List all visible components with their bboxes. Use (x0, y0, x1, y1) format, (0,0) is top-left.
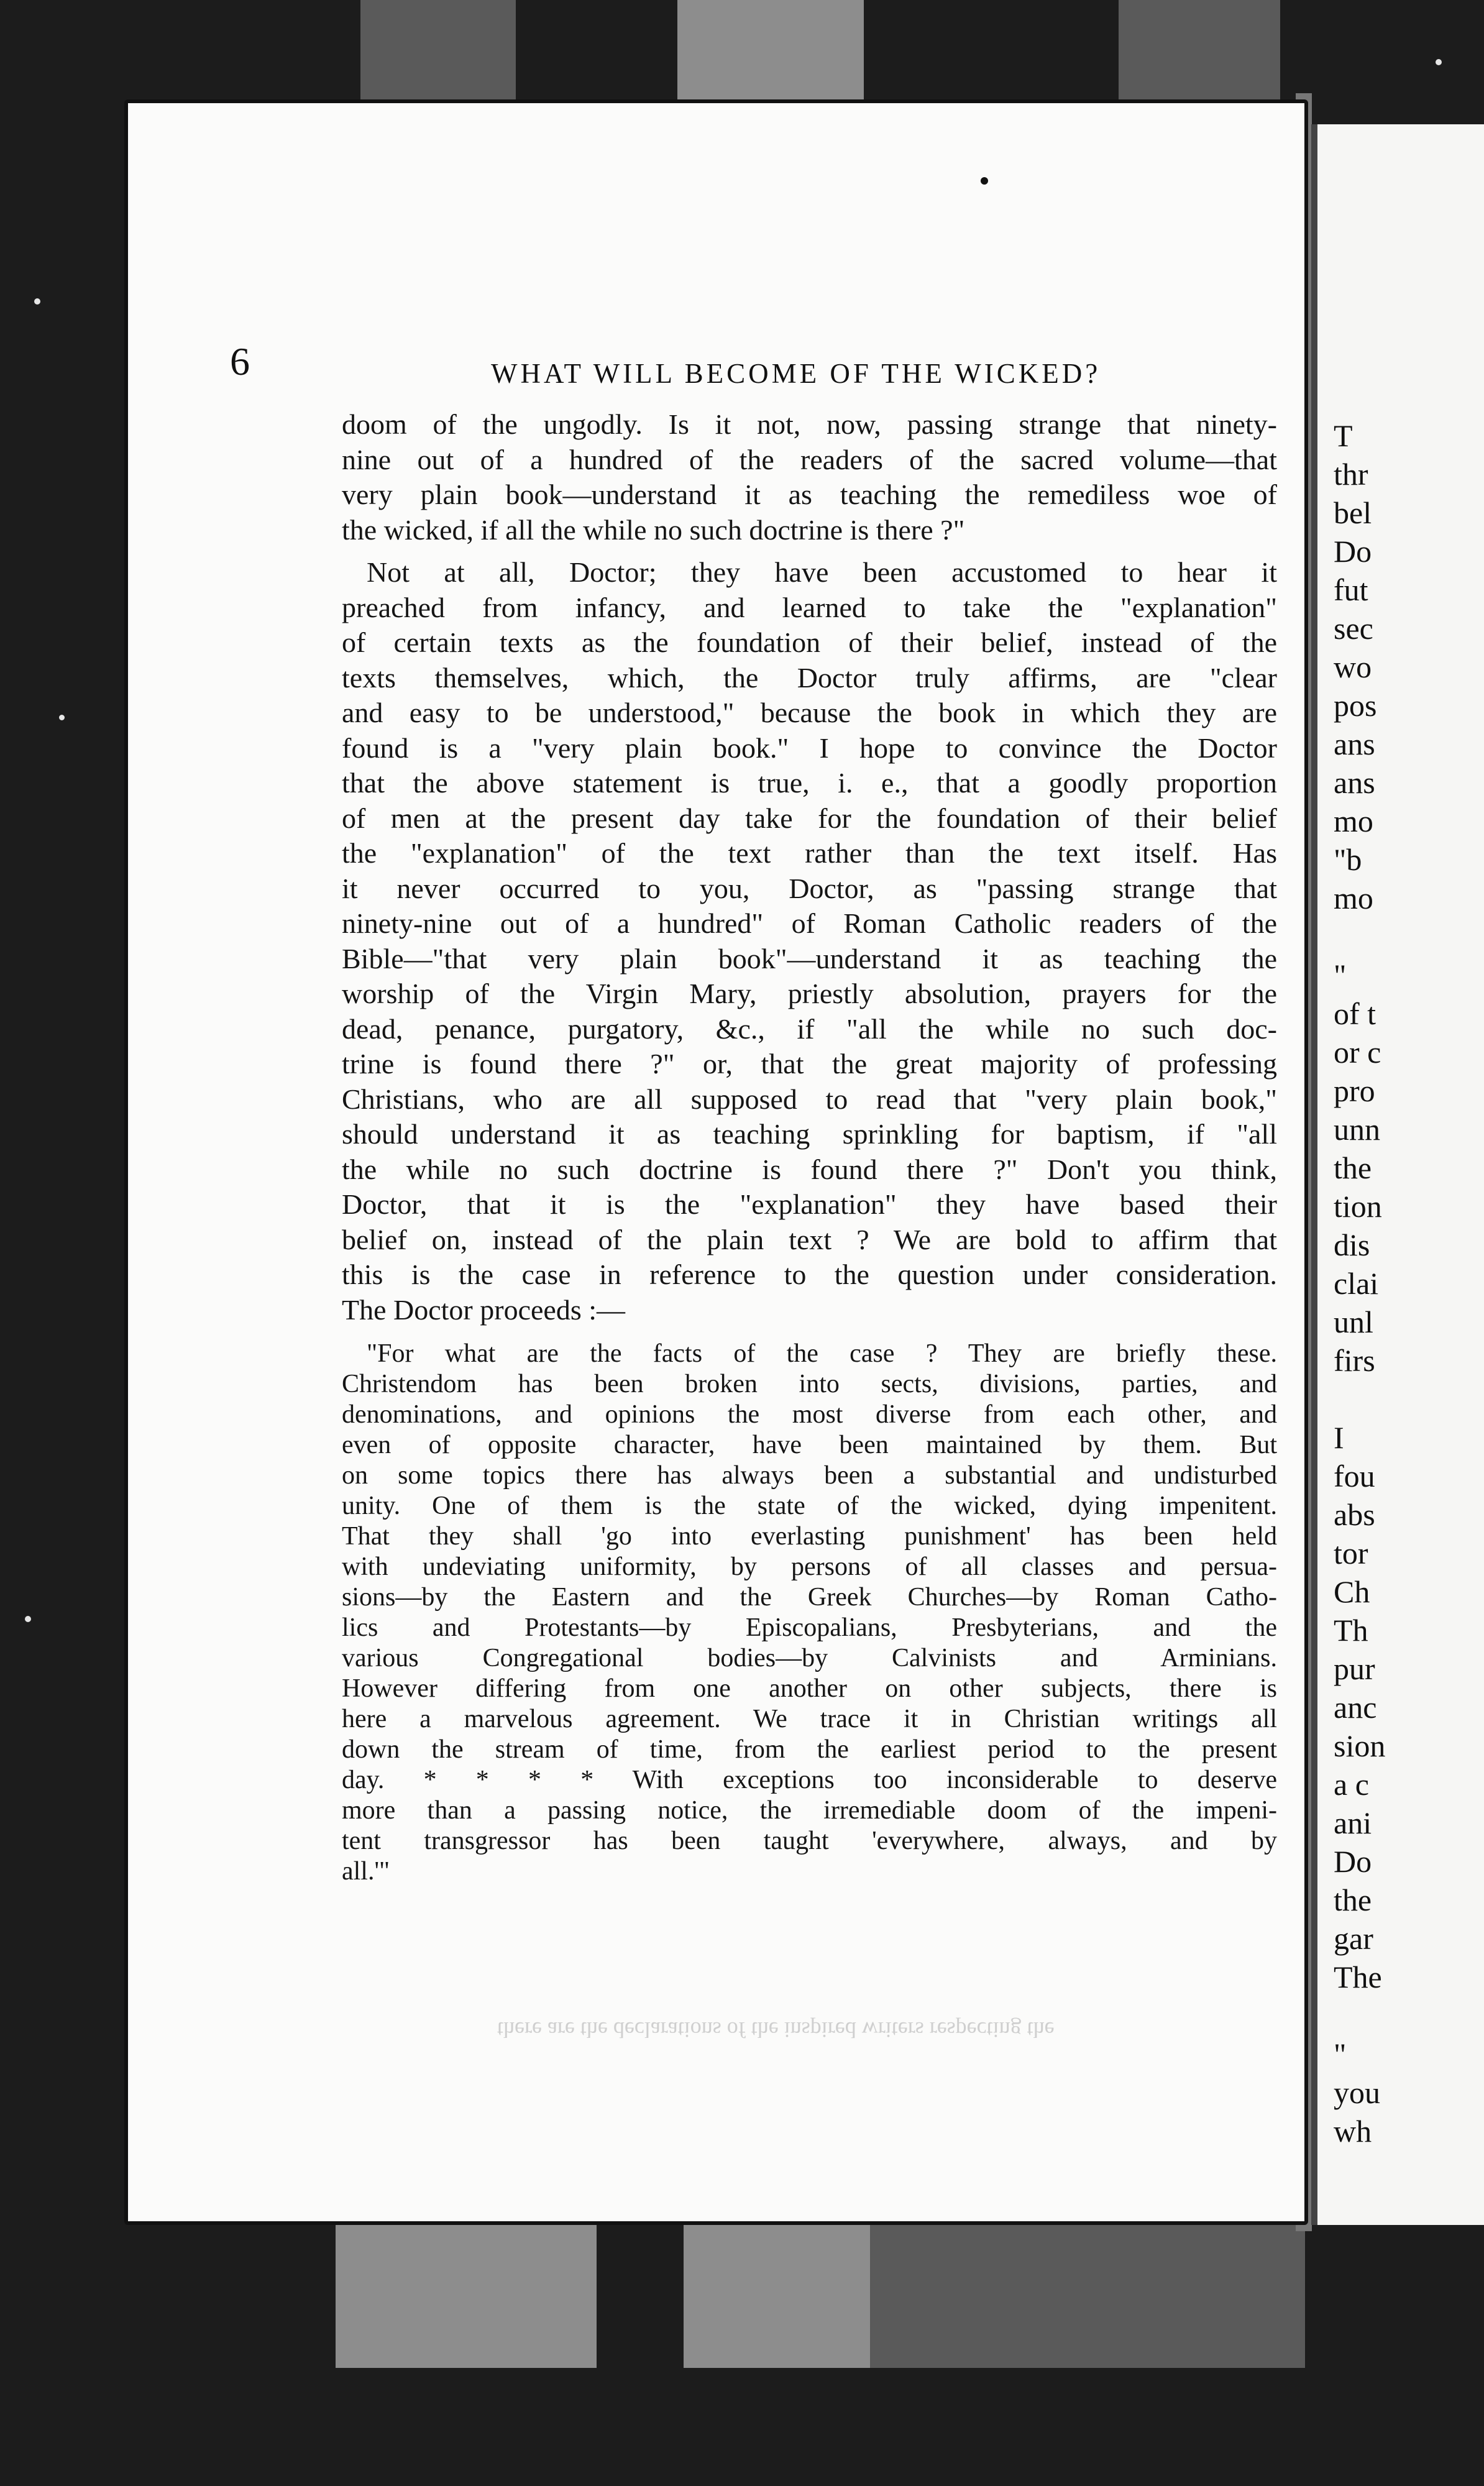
facing-page-fragment: unl (1334, 1305, 1373, 1339)
quote-line: various Congregational bodies—by Calvinists and Arminians. (342, 1644, 1277, 1672)
facing-page-fragment: wh (1334, 2114, 1372, 2149)
text-line: doom of the ungodly. Is it not, now, passing strange that ninety- (342, 408, 1277, 440)
facing-page-fragment: abs (1334, 1497, 1375, 1532)
facing-page-fragment: pos (1334, 688, 1377, 723)
facing-page-fragment: a c (1334, 1767, 1369, 1802)
scan-tape (360, 0, 516, 99)
quote-line: unity. One of them is the state of the wicked, dying impenitent. (342, 1492, 1277, 1520)
facing-page-fragment: dis (1334, 1227, 1370, 1262)
text-line: of certain texts as the foundation of their belief, instead of the (342, 626, 1277, 658)
quote-line: even of opposite character, have been maintained by them. But (342, 1431, 1277, 1459)
facing-page-fragment: wo (1334, 649, 1372, 684)
text-line: that the above statement is true, i. e., that a goodly proportion (342, 767, 1277, 799)
facing-page-fragment: gar (1334, 1921, 1373, 1956)
show-through-text: there are the declarations of the inspired writers respecting the (497, 2017, 1055, 2042)
text-line: nine out of a hundred of the readers of the sacred volume—that (342, 443, 1277, 475)
facing-page-fragment: anc (1334, 1690, 1377, 1725)
facing-page-fragment: tor (1334, 1536, 1368, 1571)
text-line: the while no such doctrine is found there ?" Don't you think, (342, 1153, 1277, 1185)
text-line: the "explanation" of the text rather than the text itself. Has (342, 837, 1277, 869)
text-line: it never occurred to you, Doctor, as "passing strange that (342, 872, 1277, 904)
text-line: The Doctor proceeds :— (342, 1293, 626, 1326)
facing-page-fragment: thr (1334, 457, 1368, 492)
facing-page-fragment (1317, 1996, 1484, 2035)
text-line: and easy to be understood," because the book in which they are (342, 697, 1277, 728)
facing-page-fragment: you (1334, 2075, 1380, 2110)
quote-line: all.'" (342, 1857, 390, 1886)
text-line: Not at all, Doctor; they have been accustomed to hear it (367, 556, 1277, 588)
text-line: worship of the Virgin Mary, priestly absolution, prayers for the (342, 978, 1277, 1009)
facing-page-fragment: pur (1334, 1651, 1375, 1686)
dust-speck (59, 715, 65, 720)
dust-speck (34, 298, 40, 305)
text-line: Christians, who are all supposed to read that "very plain book," (342, 1083, 1277, 1115)
text-line: the wicked, if all the while no such doctrine is there ?" (342, 513, 965, 546)
facing-page-fragment: T (1334, 418, 1353, 453)
scan-tape (677, 0, 864, 99)
facing-page-fragment: " (1334, 958, 1347, 993)
facing-page-fragment: ani (1334, 1805, 1372, 1840)
dust-speck (25, 1616, 31, 1622)
text-line: texts themselves, which, the Doctor truly affirms, are "clear (342, 661, 1277, 694)
facing-page-fragment: unn (1334, 1112, 1380, 1147)
scan-tape (870, 2225, 1305, 2368)
facing-page-fragment: tion (1334, 1189, 1382, 1224)
text-line: belief on, instead of the plain text ? We are bold to affirm that (342, 1223, 1277, 1255)
scan-tape (1119, 0, 1280, 99)
quote-line: on some topics there has always been a substantial and undisturbed (342, 1461, 1277, 1490)
text-line: this is the case in reference to the question under consideration. (342, 1259, 1277, 1290)
facing-page-fragment (1317, 1380, 1484, 1418)
facing-page-fragment: ans (1334, 765, 1375, 800)
facing-page-fragment: firs (1334, 1343, 1375, 1378)
quote-line: However differing from one another on other subjects, there is (342, 1674, 1277, 1703)
facing-page-fragment: the (1334, 1883, 1372, 1917)
facing-page-fragment: the (1334, 1150, 1372, 1185)
facing-page-fragment: sec (1334, 611, 1373, 646)
facing-page-fragment: mo (1334, 804, 1373, 838)
facing-page-fragment: Ch (1334, 1574, 1370, 1609)
body-paragraphs (342, 407, 1277, 1328)
ink-dot (981, 177, 988, 185)
facing-page-fragment: Do (1334, 1844, 1372, 1879)
scan-tape (684, 2225, 870, 2368)
facing-page-fragment: pro (1334, 1073, 1375, 1108)
running-head: WHAT WILL BECOME OF THE WICKED? (491, 358, 1101, 389)
scan-tape (336, 2225, 597, 2368)
quote-line: "For what are the facts of the case ? They are briefly these. (367, 1339, 1277, 1368)
quote-line: with undeviating uniformity, by persons of all classes and persua- (342, 1553, 1277, 1581)
text-line: should understand it as teaching sprinkling for baptism, if "all (342, 1118, 1277, 1150)
block-quote (342, 1339, 1277, 1887)
text-line: preached from infancy, and learned to take the "explanation" (342, 591, 1277, 623)
quote-line: tent transgressor has been taught 'everywhere, always, and by (342, 1827, 1277, 1855)
quote-line: day. * * * * With exceptions too inconsiderable to deserve (342, 1766, 1277, 1794)
facing-page-fragment: of t (1334, 996, 1376, 1031)
quote-line: That they shall 'go into everlasting punishment' has been held (342, 1522, 1277, 1551)
facing-page-fragment: clai (1334, 1266, 1379, 1301)
facing-page-fragment: The (1334, 1960, 1382, 1994)
facing-page-fragment: I (1334, 1420, 1344, 1455)
dust-speck (1436, 59, 1442, 65)
text-line: Bible—"that very plain book"—understand it as teaching the (342, 942, 1277, 975)
quote-line: more than a passing notice, the irremediable doom of the impeni- (342, 1796, 1277, 1825)
quote-line: denominations, and opinions the most diverse from each other, and (342, 1400, 1277, 1429)
text-line: ninety-nine out of a hundred" of Roman Catholic readers of the (342, 907, 1277, 939)
text-line: dead, penance, purgatory, &c., if "all the while no such doc- (342, 1012, 1277, 1045)
quote-line: lics and Protestants—by Episcopalians, Presbyterians, and the (342, 1613, 1277, 1642)
quote-line: Christendom has been broken into sects, divisions, parties, and (342, 1370, 1277, 1398)
facing-page-fragment (1317, 917, 1484, 956)
text-line: very plain book—understand it as teaching the remediless woe of (342, 479, 1277, 510)
quote-line: sions—by the Eastern and the Greek Churches—by Roman Catho- (342, 1583, 1277, 1612)
facing-page (1311, 124, 1484, 2225)
facing-page-fragment: bel (1334, 495, 1372, 530)
quote-line: here a marvelous agreement. We trace it in Christian writings all (342, 1705, 1277, 1733)
facing-page-fragment: Do (1334, 534, 1372, 569)
facing-page-fragment: mo (1334, 881, 1373, 915)
text-line: trine is found there ?" or, that the great majority of professing (342, 1048, 1277, 1080)
text-line: of men at the present day take for the foundation of their belief (342, 802, 1277, 834)
quote-line: down the stream of time, from the earliest period to the present (342, 1735, 1277, 1764)
facing-page-fragment: ans (1334, 727, 1375, 761)
page-number: 6 (230, 339, 250, 383)
facing-page-fragment: fou (1334, 1459, 1375, 1493)
main-text (342, 407, 1277, 1887)
facing-page-fragment: Th (1334, 1613, 1368, 1648)
facing-page-fragment: or c (1334, 1035, 1381, 1070)
facing-page-fragment: "b (1334, 842, 1362, 877)
text-line: Doctor, that it is the "explanation" they have based their (342, 1188, 1277, 1220)
facing-page-fragment: sion (1334, 1728, 1386, 1763)
facing-page-text (1317, 124, 1484, 2150)
facing-page-fragment: fut (1334, 572, 1368, 607)
facing-page-fragment: " (1334, 2037, 1347, 2071)
text-line: found is a "very plain book." I hope to convince the Doctor (342, 732, 1277, 764)
